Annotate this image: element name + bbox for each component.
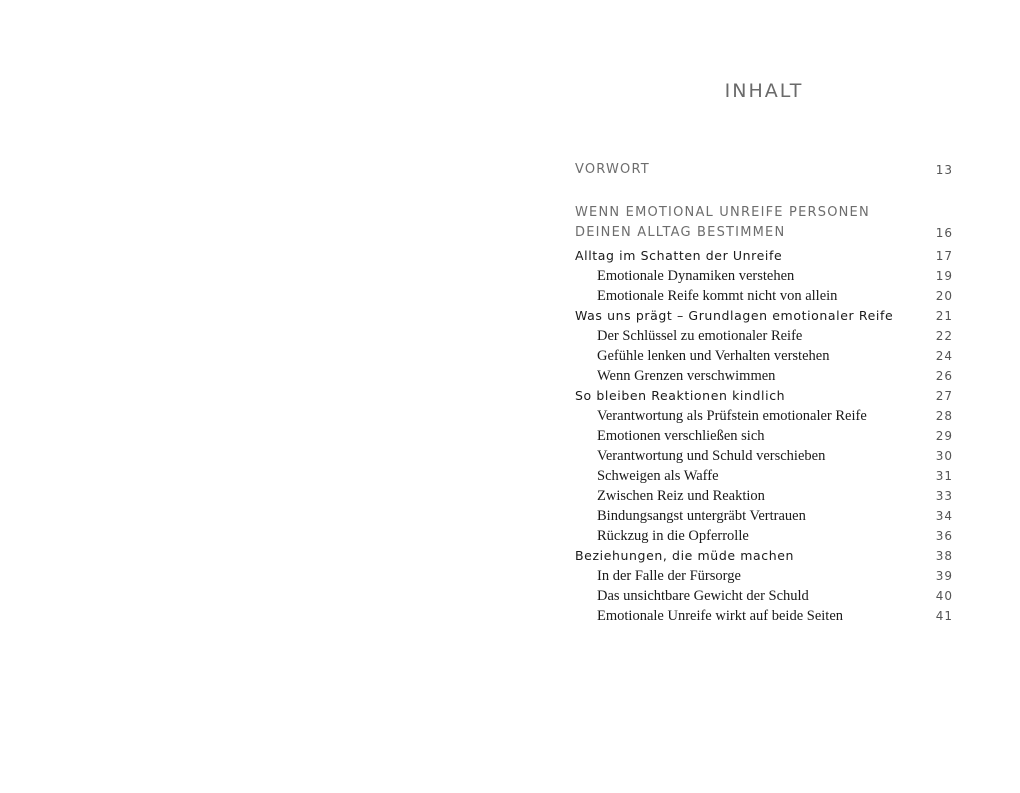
toc-section-title: In der Falle der Fürsorge: [597, 568, 741, 584]
toc-section-entry: [575, 426, 953, 446]
toc-section-page: 20: [935, 289, 953, 303]
toc-section-entry: [575, 346, 953, 366]
toc-chapter-block: [575, 546, 953, 626]
toc-section-title: Verantwortung und Schuld verschieben: [597, 448, 826, 464]
toc-section-entry: [575, 486, 953, 506]
toc-section-title: Das unsichtbare Gewicht der Schuld: [597, 588, 809, 604]
toc-entry-page: 13: [935, 163, 953, 177]
toc-section-title: Gefühle lenken und Verhalten verstehen: [597, 348, 830, 364]
toc-chapter-title: Alltag im Schatten der Unreife: [575, 248, 783, 263]
toc-chapter-entry: [575, 386, 953, 406]
toc-chapter-block: [575, 306, 953, 386]
toc-section-page: 39: [935, 569, 953, 583]
toc-chapters: [575, 246, 953, 626]
toc-section-title: Rückzug in die Opferrolle: [597, 528, 749, 544]
toc-section-entry: [575, 446, 953, 466]
toc-section-entry: [575, 326, 953, 346]
toc-section-entry: [575, 266, 953, 286]
toc-section-page: 26: [935, 369, 953, 383]
toc-entry-title: VORWORT: [575, 162, 650, 177]
toc-section-entry: [575, 586, 953, 606]
toc-chapter-block: [575, 246, 953, 306]
toc-section-page: 36: [935, 529, 953, 543]
toc-section-entry: [575, 606, 953, 626]
toc-section-page: 40: [935, 589, 953, 603]
toc-section-page: 34: [935, 509, 953, 523]
toc-section-title: Wenn Grenzen verschwimmen: [597, 368, 776, 384]
toc-section-page: 22: [935, 329, 953, 343]
toc-section-title: Emotionale Dynamiken verstehen: [597, 268, 795, 284]
toc-part-1: [575, 203, 953, 243]
toc-part-page: 16: [935, 226, 953, 240]
toc-section-page: 24: [935, 349, 953, 363]
toc-section-title: Emotionen verschließen sich: [597, 428, 765, 444]
toc-section-page: 33: [935, 489, 953, 503]
toc-section-title: Emotionale Unreife wirkt auf beide Seiten: [597, 608, 844, 624]
toc-chapter-block: [575, 386, 953, 546]
toc-section-entry: [575, 366, 953, 386]
toc-chapter-page: 17: [935, 249, 953, 263]
toc-section-title: Emotionale Reife kommt nicht von allein: [597, 288, 838, 304]
toc-section-entry: [575, 526, 953, 546]
toc-section-page: 41: [935, 609, 953, 623]
table-of-contents: [575, 160, 953, 626]
toc-section-title: Bindungsangst untergräbt Vertrauen: [597, 508, 806, 524]
toc-section-title: Der Schlüssel zu emotionaler Reife: [597, 328, 803, 344]
toc-section-title: Schweigen als Waffe: [597, 468, 719, 484]
toc-chapter-page: 38: [935, 549, 953, 563]
toc-part-title-line2: DEINEN ALLTAG BESTIMMEN: [575, 225, 786, 240]
toc-section-entry: [575, 466, 953, 486]
toc-entry-vorwort: [575, 160, 953, 180]
toc-section-page: 30: [935, 449, 953, 463]
toc-section-entry: [575, 566, 953, 586]
toc-section-title: Zwischen Reiz und Reaktion: [597, 488, 765, 504]
toc-chapter-entry: [575, 546, 953, 566]
toc-chapter-page: 27: [935, 389, 953, 403]
toc-part-title-line1: WENN EMOTIONAL UNREIFE PERSONEN: [575, 205, 870, 220]
toc-section-page: 31: [935, 469, 953, 483]
toc-chapter-entry: [575, 306, 953, 326]
toc-chapter-entry: [575, 246, 953, 266]
toc-chapter-title: Beziehungen, die müde machen: [575, 548, 795, 563]
toc-chapter-title: So bleiben Reaktionen kindlich: [575, 388, 786, 403]
toc-heading: INHALT: [724, 80, 804, 102]
toc-chapter-title: Was uns prägt – Grundlagen emotionaler Reife: [575, 308, 894, 323]
toc-section-entry: [575, 286, 953, 306]
toc-chapter-page: 21: [935, 309, 953, 323]
toc-section-page: 28: [935, 409, 953, 423]
toc-section-entry: [575, 406, 953, 426]
toc-section-title: Verantwortung als Prüfstein emotionaler Reife: [597, 408, 867, 424]
toc-section-page: 29: [935, 429, 953, 443]
toc-section-entry: [575, 506, 953, 526]
toc-section-page: 19: [935, 269, 953, 283]
